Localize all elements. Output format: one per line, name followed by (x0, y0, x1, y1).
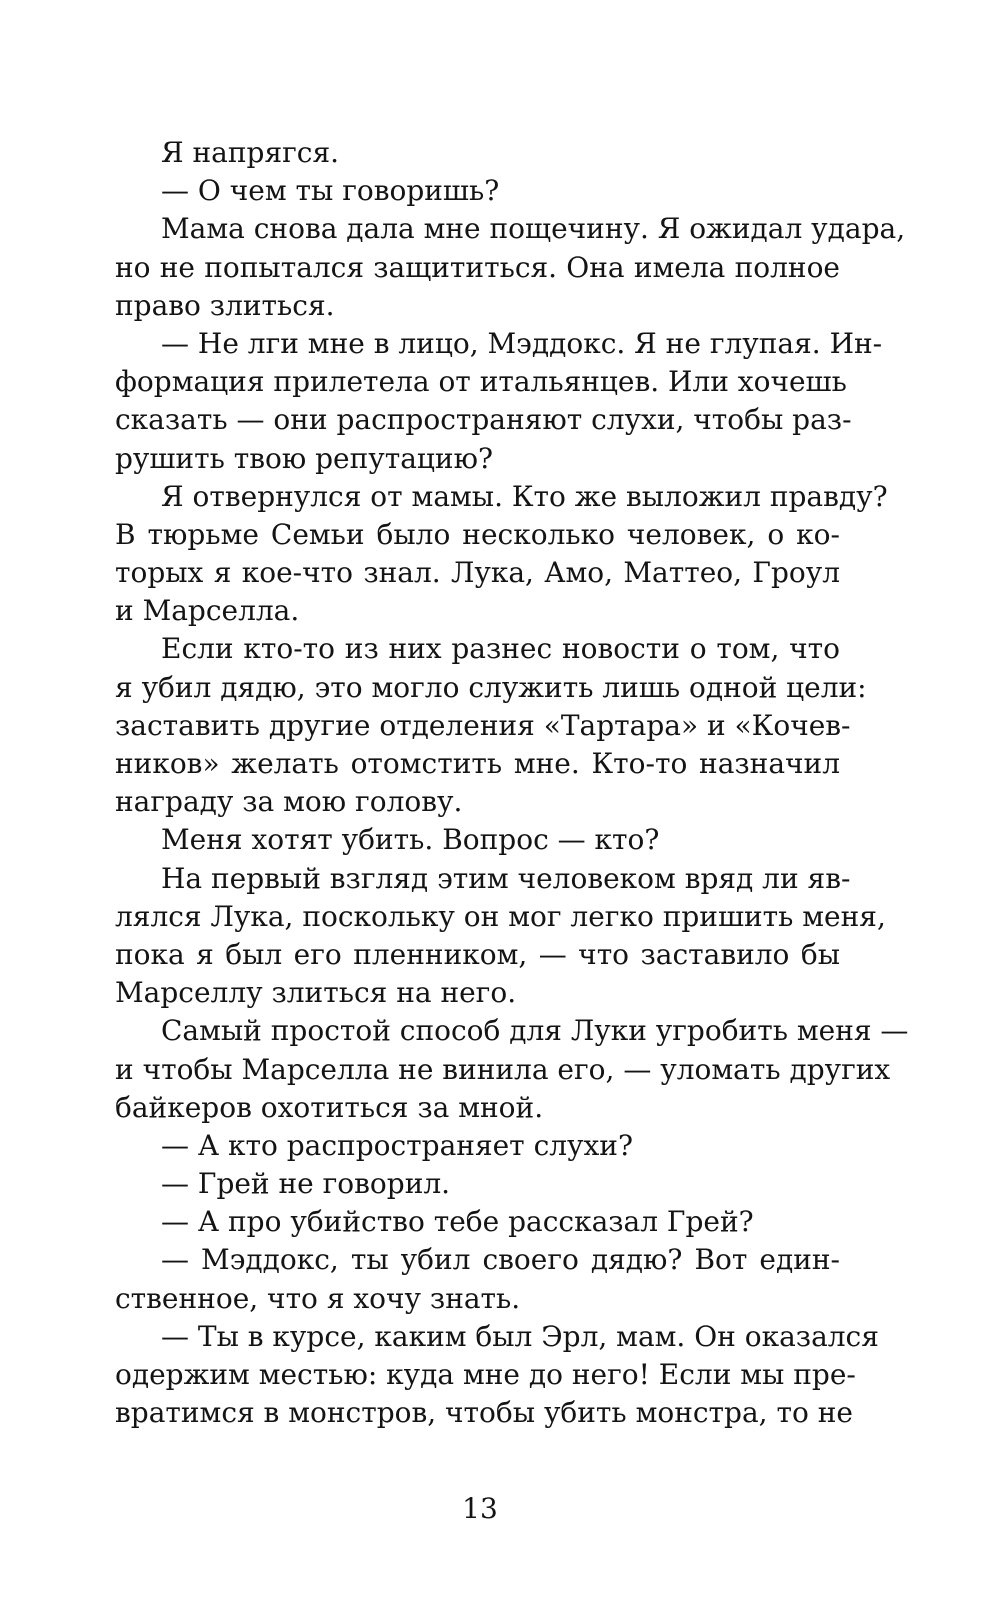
text-line: но не попытался защититься. Она имела полное (115, 250, 840, 284)
text-line: — А кто распространяет слухи? (161, 1128, 633, 1162)
text-line: ников» желать отомстить мне. Кто-то назначил (115, 747, 840, 780)
text-line: торых я кое-что знал. Лука, Амо, Маттео, Гроул (115, 556, 840, 590)
text-line: байкеров охотиться за мной. (115, 1090, 544, 1124)
text-line: формация прилетела от итальянцев. Или хочешь (115, 365, 847, 399)
text-line: право злиться. (115, 288, 335, 322)
text-line: заставить другие отделения «Тартара» и «Кочев- (115, 708, 851, 742)
text-line: ственное, что я хочу знать. (115, 1281, 521, 1315)
text-line: Я напрягся. (161, 136, 340, 169)
text-line: пока я был его пленником, — что заставило бы (115, 937, 840, 971)
text-line: Самый простой способ для Луки угробить меня — (161, 1014, 909, 1048)
text-line: — Ты в курсе, каким был Эрл, мам. Он оказался (161, 1319, 879, 1353)
text-line: — Мэддокс, ты убил своего дядю? Вот един- (161, 1243, 840, 1277)
text-line: вратимся в монстров, чтобы убить монстра, то не (115, 1396, 853, 1430)
text-line: Если кто-то из них разнес новости о том, что (161, 632, 840, 666)
text-line: Мама снова дала мне пощечину. Я ожидал удара, (161, 212, 906, 246)
text-line: лялся Лука, поскольку он мог легко пришить меня, (115, 899, 886, 933)
text-line: Я отвернулся от мамы. Кто же выложил правду? (161, 479, 888, 513)
text-line: Меня хотят убить. Вопрос — кто? (161, 823, 660, 857)
text-line: и Марселла. (115, 594, 300, 628)
text-line: сказать — они распространяют слухи, чтобы раз- (115, 403, 852, 437)
text-line: — А про убийство тебе рассказал Грей? (161, 1205, 754, 1239)
text-line: Марселлу злиться на него. (115, 976, 517, 1010)
text-line: одержим местью: куда мне до него! Если мы пре- (115, 1358, 856, 1391)
page-number: 13 (462, 1492, 498, 1525)
text-line: рушить твою репутацию? (115, 441, 493, 475)
text-line: — О чем ты говоришь? (161, 174, 500, 208)
body-text (115, 134, 909, 1432)
text-line: награду за мою голову. (115, 785, 463, 819)
text-line: я убил дядю, это могло служить лишь одной цели: (115, 670, 867, 704)
text-line: В тюрьме Семьи было несколько человек, о ко- (115, 517, 840, 551)
text-line: — Не лги мне в лицо, Мэддокс. Я не глупая. Ин- (161, 326, 883, 360)
text-line: — Грей не говорил. (161, 1167, 451, 1201)
text-line: На первый взгляд этим человеком вряд ли яв- (161, 861, 851, 895)
text-line: и чтобы Марселла не винила его, — уломать других (115, 1052, 891, 1086)
